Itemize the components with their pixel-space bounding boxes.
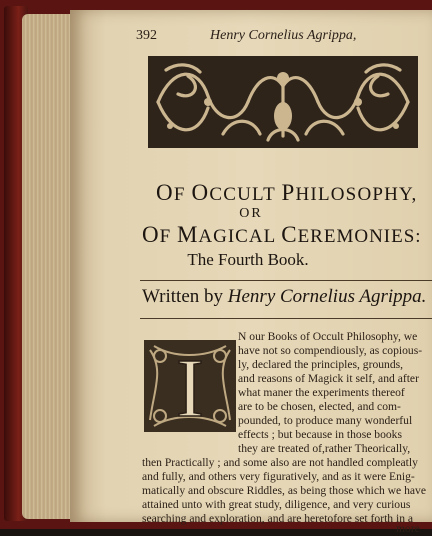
body-line: are to be chosen, elected, and com- (238, 400, 401, 413)
title-segment: EREMONIES: (297, 226, 422, 247)
title-segment: F (159, 226, 177, 247)
title-segment: HILOSOPHY, (295, 184, 418, 205)
body-line: what maner the experiments thereof (238, 386, 405, 399)
title-line-1 (156, 180, 432, 206)
title-segment: M (176, 222, 199, 247)
page-number: 392 (136, 28, 157, 43)
body-line: searching and exploration, and are heretofore set forth in a (142, 512, 414, 525)
body-line: ly, declared the principles, grounds, (238, 358, 404, 371)
title-line-3: The Fourth Book. (187, 250, 309, 269)
body-line: they are treated of,rather Theorically, (238, 442, 411, 455)
author-line (142, 286, 432, 308)
body-line: pounded, to produce many wonderful (238, 414, 413, 427)
title-segment: P (281, 180, 296, 205)
body-line: have not so compendiously, as copious- (238, 344, 423, 357)
body-line: and reasons of Magick it self, and after (238, 372, 419, 385)
drop-cap-letter: I (176, 342, 204, 435)
running-header (70, 28, 432, 48)
author-prefix: Written by (142, 286, 224, 307)
title-segment: O (156, 180, 174, 205)
body-line: N our Books of Occult Philosophy, we (238, 330, 418, 343)
title-rule-bottom (140, 318, 432, 319)
title-or: OR (239, 206, 263, 221)
title-segment: AGICAL (198, 226, 282, 247)
body-line: and fully, and others very figuratively, and as it were Enig- (142, 470, 415, 483)
title-segment: O (191, 180, 210, 205)
body-line: then Practically ; and some also are not handled compleatly (142, 456, 418, 469)
title-segment: C (281, 222, 298, 247)
headpiece-ornament (148, 56, 418, 148)
title-segment: F (173, 184, 192, 205)
title-rule-top (140, 280, 432, 281)
body-line: matically and obscure Riddles, as being those which we have (142, 484, 426, 497)
body-line: attained unto with great study, diligence, and very curious (142, 498, 411, 511)
book-page (70, 10, 432, 535)
title-segment: O (142, 222, 160, 247)
body-line: effects ; but because in those books (238, 428, 402, 441)
title-segment: CCULT (209, 184, 282, 205)
body-line: more (396, 522, 420, 535)
title-line-2 (142, 222, 432, 248)
author-name: Henry Cornelius Agrippa. (227, 286, 427, 307)
drop-cap-ornament (144, 340, 236, 435)
running-title: Henry Cornelius Agrippa, (210, 28, 357, 43)
